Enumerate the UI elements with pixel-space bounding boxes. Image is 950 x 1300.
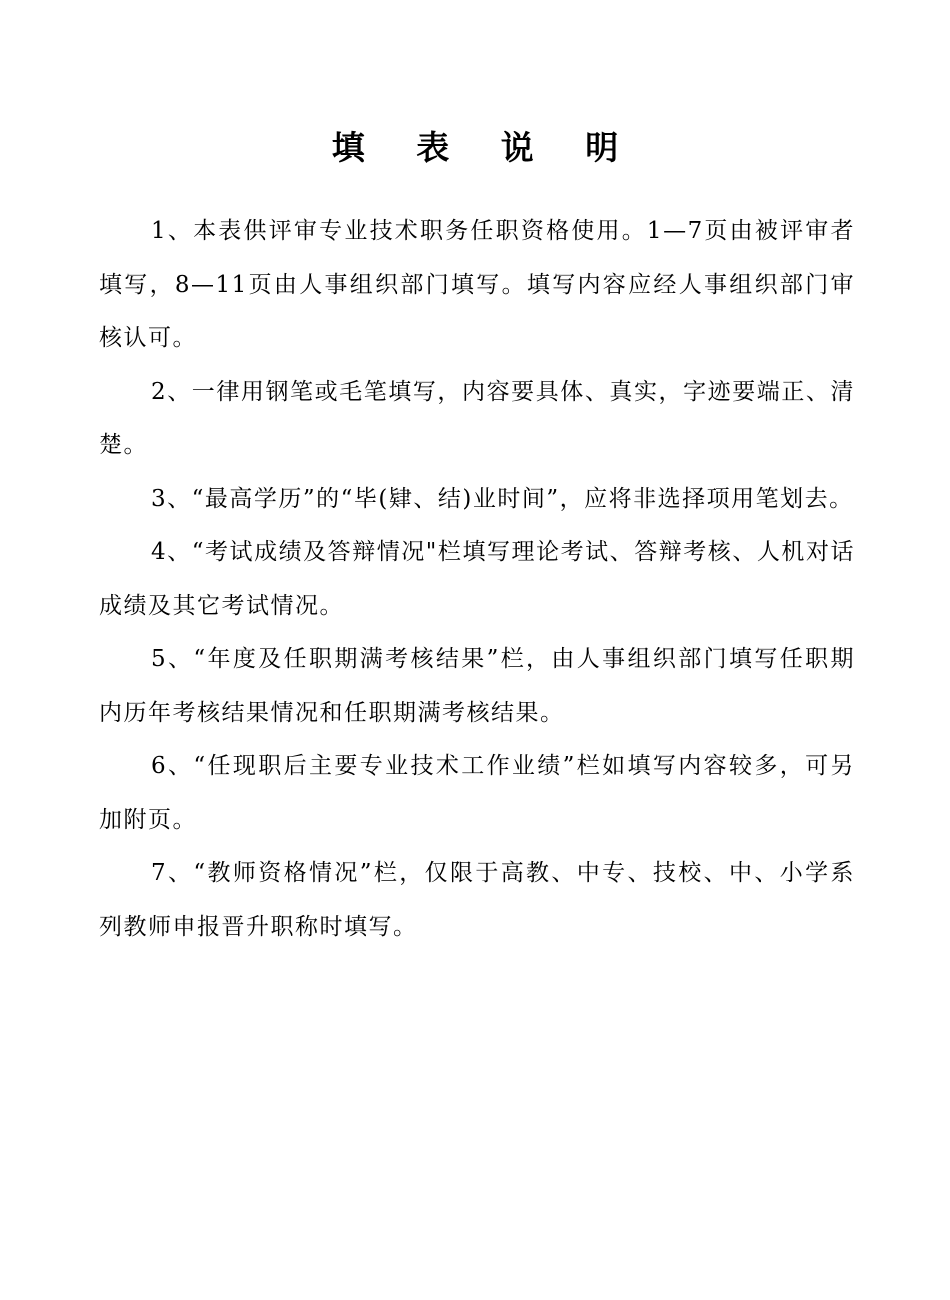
instruction-paragraph-7: 7、“教师资格情况”栏，仅限于高教、中专、技校、中、小学系列教师申报晋升职称时填写。 — [99, 860, 855, 940]
instruction-paragraph-4: 4、“考试成绩及答辩情况"栏填写理论考试、答辩考核、人机对话成绩及其它考试情况。 — [99, 539, 855, 619]
instructions-body — [99, 205, 855, 954]
instruction-paragraph-6: 6、“任现职后主要专业技术工作业绩”栏如填写内容较多，可另加附页。 — [99, 753, 855, 833]
instruction-paragraph-3: 3、“最高学历”的“毕(肄、结)业时间”，应将非选择项用笔划去。 — [151, 485, 854, 512]
page-title: 填 表 说 明 — [331, 128, 639, 167]
instruction-paragraph-2: 2、一律用钢笔或毛笔填写，内容要具体、真实，字迹要端正、清楚。 — [99, 378, 855, 458]
instruction-paragraph-5: 5、“年度及任职期满考核结果”栏，由人事组织部门填写任职期内历年考核结果情况和任职期满考核结果。 — [99, 646, 855, 726]
instruction-paragraph-1: 1、本表供评审专业技术职务任职资格使用。1—7页由被评审者填写，8—11页由人事组织部门填写。填写内容应经人事组织部门审核认可。 — [99, 218, 855, 351]
